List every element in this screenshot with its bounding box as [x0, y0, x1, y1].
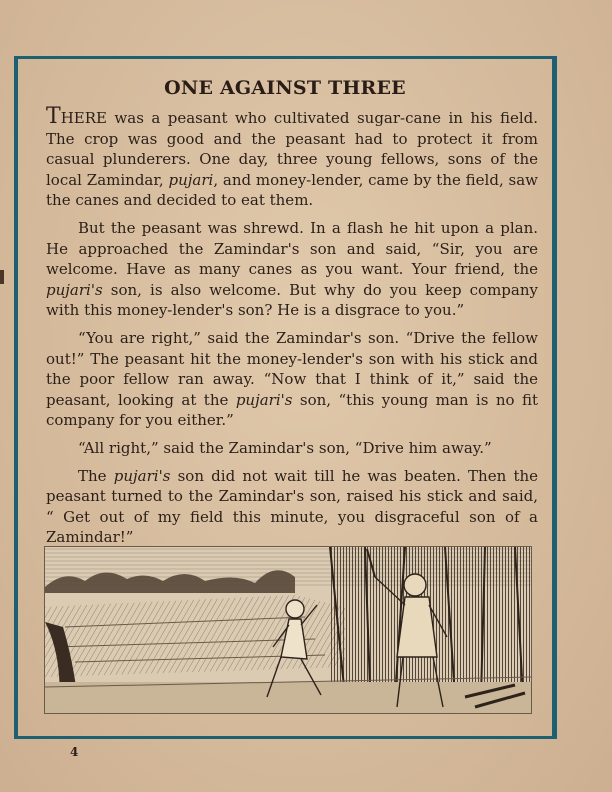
story-title: ONE AGAINST THREE	[164, 77, 406, 99]
paragraph-text: “You are right,” said the Zamindar's son. “Drive the fellow out!” The peasant hit the money-lender's son with his stick and the poor fellow ran away. “Now that I think of it,” said the peasant, looking at the	[46, 328, 538, 409]
paragraph-text: son, is also welcome. But why do you keep company with this money-lender's son? He is a disgrace to you.”	[46, 280, 538, 320]
paragraph-text: HERE was a peasant who cultivated sugar-cane in his field. The crop was good and the peasant had to protect it from casual plunderers. One day, three young fellows, sons of the local Zamindar,	[46, 109, 538, 189]
story-illustration	[44, 546, 532, 714]
italic-word: pujari's	[46, 280, 103, 299]
italic-word: pujari	[168, 170, 214, 189]
page-number: 4	[70, 745, 79, 759]
story-paragraph	[46, 218, 538, 321]
story-paragraph	[46, 328, 538, 431]
paragraph-text: But the peasant was shrewd. In a flash he hit upon a plan. He approached the Zamindar's son and said, “Sir, you are welcome. Have as many canes as you want. Your friend, the	[46, 218, 538, 279]
paragraph-text: , and money-lender, came by the field, saw the canes and decided to eat them.	[46, 170, 539, 210]
story-paragraph	[46, 466, 538, 548]
paragraph-text: The	[78, 466, 114, 485]
story-paragraph	[46, 104, 539, 211]
paragraph-text: son, “this young man is no fit company for you either.”	[46, 390, 538, 430]
italic-word: pujari's	[113, 466, 171, 485]
paragraph-text: son did not wait till he was beaten. Then the peasant turned to the Zamindar's son, raised his stick and said, “ Get out of my field this minute, you disgraceful son of a Zamindar!”	[46, 466, 539, 547]
page-edge-mark	[0, 270, 4, 284]
italic-word: pujari's	[235, 390, 293, 409]
story-body	[46, 104, 539, 548]
drop-cap-letter: T	[46, 104, 61, 129]
story-paragraph	[46, 438, 538, 459]
paragraph-text: “All right,” said the Zamindar's son, “Drive him away.”	[78, 438, 492, 457]
field-scene-drawing	[45, 547, 531, 713]
